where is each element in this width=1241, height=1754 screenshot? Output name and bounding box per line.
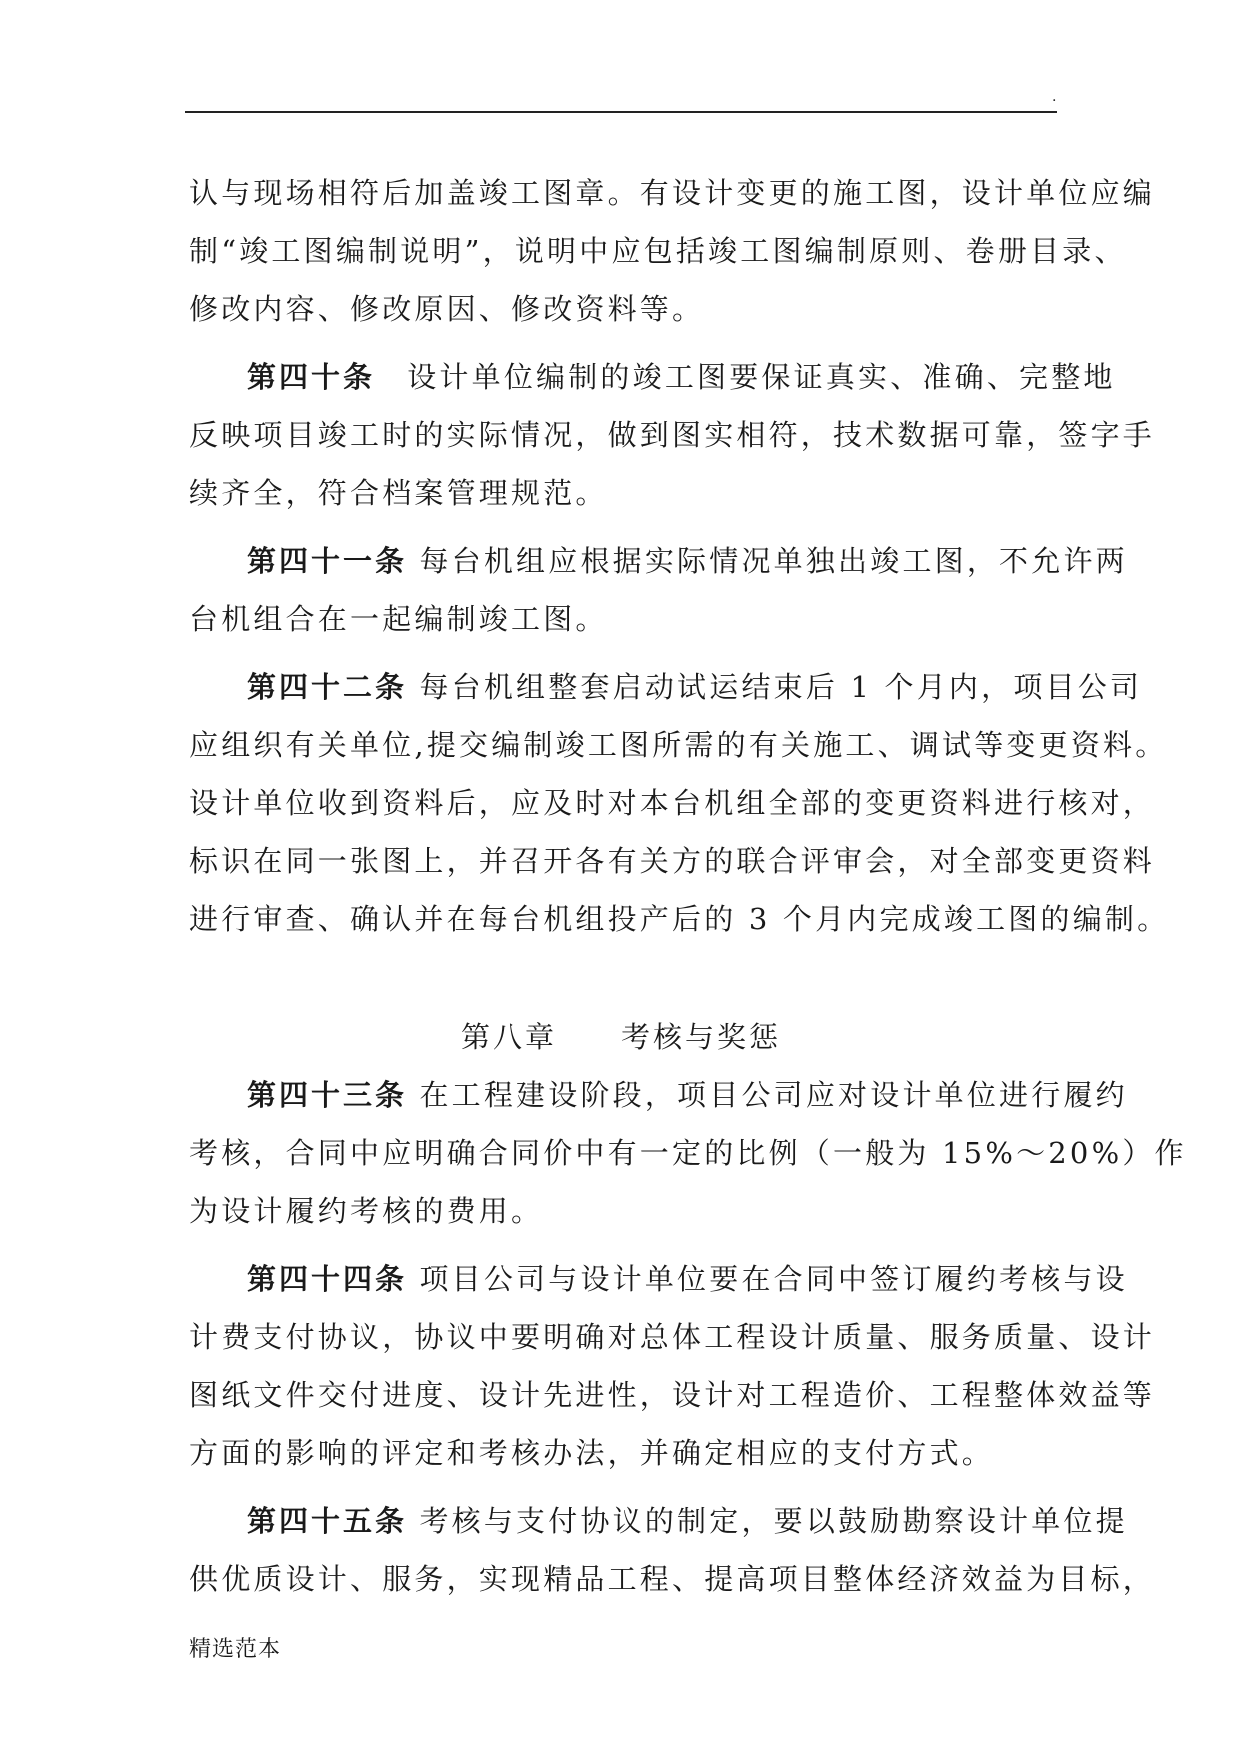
text-line: 进行审查、确认并在每台机组投产后的 3 个月内完成竣工图的编制。 — [189, 902, 1170, 936]
text-line: 设计单位收到资料后，应及时对本台机组全部的变更资料进行核对， — [189, 786, 1156, 820]
text-line: 方面的影响的评定和考核办法，并确定相应的支付方式。 — [189, 1436, 995, 1470]
text-line: 续齐全，符合档案管理规范。 — [189, 476, 608, 510]
text-line — [189, 532, 1128, 590]
article-number: 第四十三条 — [247, 1078, 408, 1112]
header-mark: . — [1052, 89, 1057, 105]
article-text: 项目公司与设计单位要在合同中签订履约考核与设 — [419, 1262, 1128, 1296]
article-text: 每台机组整套启动试运结束后 1 个月内，项目公司 — [419, 670, 1143, 704]
article-number: 第四十四条 — [247, 1262, 408, 1296]
chapter-heading: 第八章 考核与奖惩 — [460, 1020, 781, 1054]
article-spacer — [375, 360, 407, 394]
text-line: 制“竣工图编制说明”，说明中应包括竣工图编制原则、卷册目录、 — [189, 234, 1127, 268]
text-line — [189, 348, 1116, 406]
text-line — [189, 1250, 1128, 1308]
text-line — [189, 1492, 1128, 1550]
text-line: 标识在同一张图上，并召开各有关方的联合评审会，对全部变更资料 — [189, 844, 1156, 878]
paragraph-continuation — [189, 164, 1156, 338]
header-rule — [185, 111, 1057, 113]
text-line — [189, 1066, 1128, 1124]
text-line: 计费支付协议，协议中要明确对总体工程设计质量、服务质量、设计 — [189, 1320, 1156, 1354]
text-line: 图纸文件交付进度、设计先进性，设计对工程造价、工程整体效益等 — [189, 1378, 1156, 1412]
article-number: 第四十五条 — [247, 1504, 408, 1538]
article-41 — [189, 532, 1128, 648]
text-line: 考核，合同中应明确合同价中有一定的比例（一般为 15%～20%）作 — [189, 1136, 1187, 1170]
article-number: 第四十二条 — [247, 670, 408, 704]
article-text: 在工程建设阶段，项目公司应对设计单位进行履约 — [419, 1078, 1128, 1112]
text-line: 应组织有关单位,提交编制竣工图所需的有关施工、调试等变更资料。 — [189, 728, 1168, 762]
footer-label: 精选范本 — [189, 1637, 282, 1662]
article-text: 考核与支付协议的制定，要以鼓励勘察设计单位提 — [419, 1504, 1128, 1538]
document-body — [189, 164, 1187, 1608]
article-44 — [189, 1250, 1156, 1482]
text-line — [189, 658, 1143, 716]
article-45 — [189, 1492, 1156, 1608]
text-line: 台机组合在一起编制竣工图。 — [189, 602, 608, 636]
article-number: 第四十条 — [247, 360, 376, 394]
article-43 — [189, 1066, 1187, 1240]
text-line: 认与现场相符后加盖竣工图章。有设计变更的施工图，设计单位应编 — [189, 176, 1156, 210]
text-line: 为设计履约考核的费用。 — [189, 1194, 544, 1228]
text-line: 供优质设计、服务，实现精品工程、提高项目整体经济效益为目标， — [189, 1562, 1156, 1596]
article-number: 第四十一条 — [247, 544, 408, 578]
article-42 — [189, 658, 1170, 948]
article-40 — [189, 348, 1156, 522]
text-line: 反映项目竣工时的实际情况，做到图实相符，技术数据可靠，签字手 — [189, 418, 1156, 452]
text-line: 修改内容、修改原因、修改资料等。 — [189, 292, 705, 326]
article-text: 每台机组应根据实际情况单独出竣工图，不允许两 — [419, 544, 1128, 578]
article-text: 设计单位编制的竣工图要保证真实、准确、完整地 — [407, 360, 1116, 394]
